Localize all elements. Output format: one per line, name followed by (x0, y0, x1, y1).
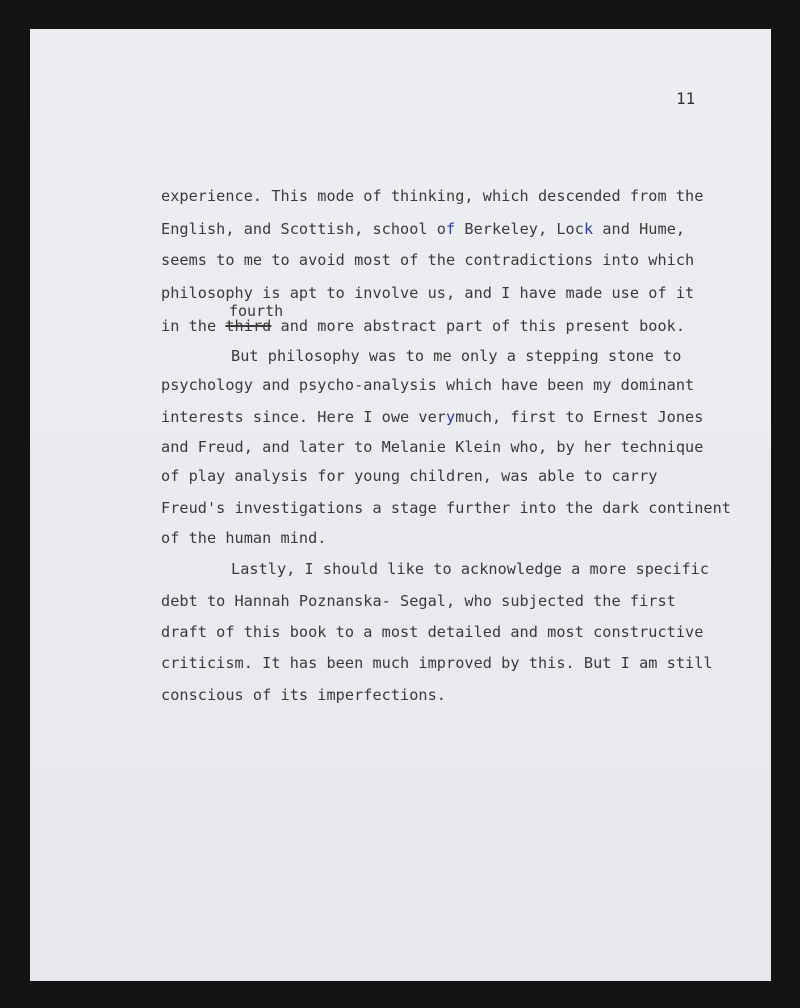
text-line: of the human mind. (161, 529, 327, 547)
text-line: Freud's investigations a stage further into the dark continent (161, 499, 732, 517)
interlinear-insertion: fourth (229, 302, 284, 320)
text-line: philosophy is apt to involve us, and I have made use of it (161, 284, 695, 302)
text-line: Lastly, I should like to acknowledge a more specific (231, 560, 710, 578)
text-line: of play analysis for young children, was able to carry (161, 467, 658, 485)
text-segment: in the (161, 317, 226, 335)
text-line (161, 317, 685, 335)
typescript-page (30, 29, 771, 981)
text-line: experience. This mode of thinking, which descended from the (161, 187, 704, 205)
text-line (161, 220, 685, 238)
text-line: draft of this book to a most detailed and most constructive (161, 623, 704, 641)
struck-word: third (225, 317, 272, 335)
text-line: criticism. It has been much improved by this. But I am still (161, 654, 713, 672)
text-line (161, 408, 703, 426)
text-line: conscious of its imperfections. (161, 686, 447, 704)
text-segment: English, and Scottish, school o (161, 220, 447, 238)
text-segment: Berkeley, Loc (455, 220, 584, 238)
text-line: debt to Hannah Poznanska- Segal, who subjected the first (161, 592, 676, 610)
text-line: and Freud, and later to Melanie Klein who, by her technique (161, 438, 704, 456)
text-line: But philosophy was to me only a stepping stone to (231, 347, 682, 365)
text-segment: and Hume, (593, 220, 686, 238)
page-number: 11 (676, 89, 696, 108)
text-segment: much, first to Ernest Jones (455, 408, 704, 426)
text-segment: and more abstract part of this present book. (271, 317, 686, 335)
text-line: seems to me to avoid most of the contradictions into which (161, 251, 695, 269)
text-line: psychology and psycho-analysis which have been my dominant (161, 376, 695, 394)
text-segment: interests since. Here I owe ver (161, 408, 447, 426)
handwritten-correction: y (446, 408, 456, 426)
handwritten-correction: f (446, 220, 456, 238)
handwritten-correction: k (583, 220, 594, 238)
